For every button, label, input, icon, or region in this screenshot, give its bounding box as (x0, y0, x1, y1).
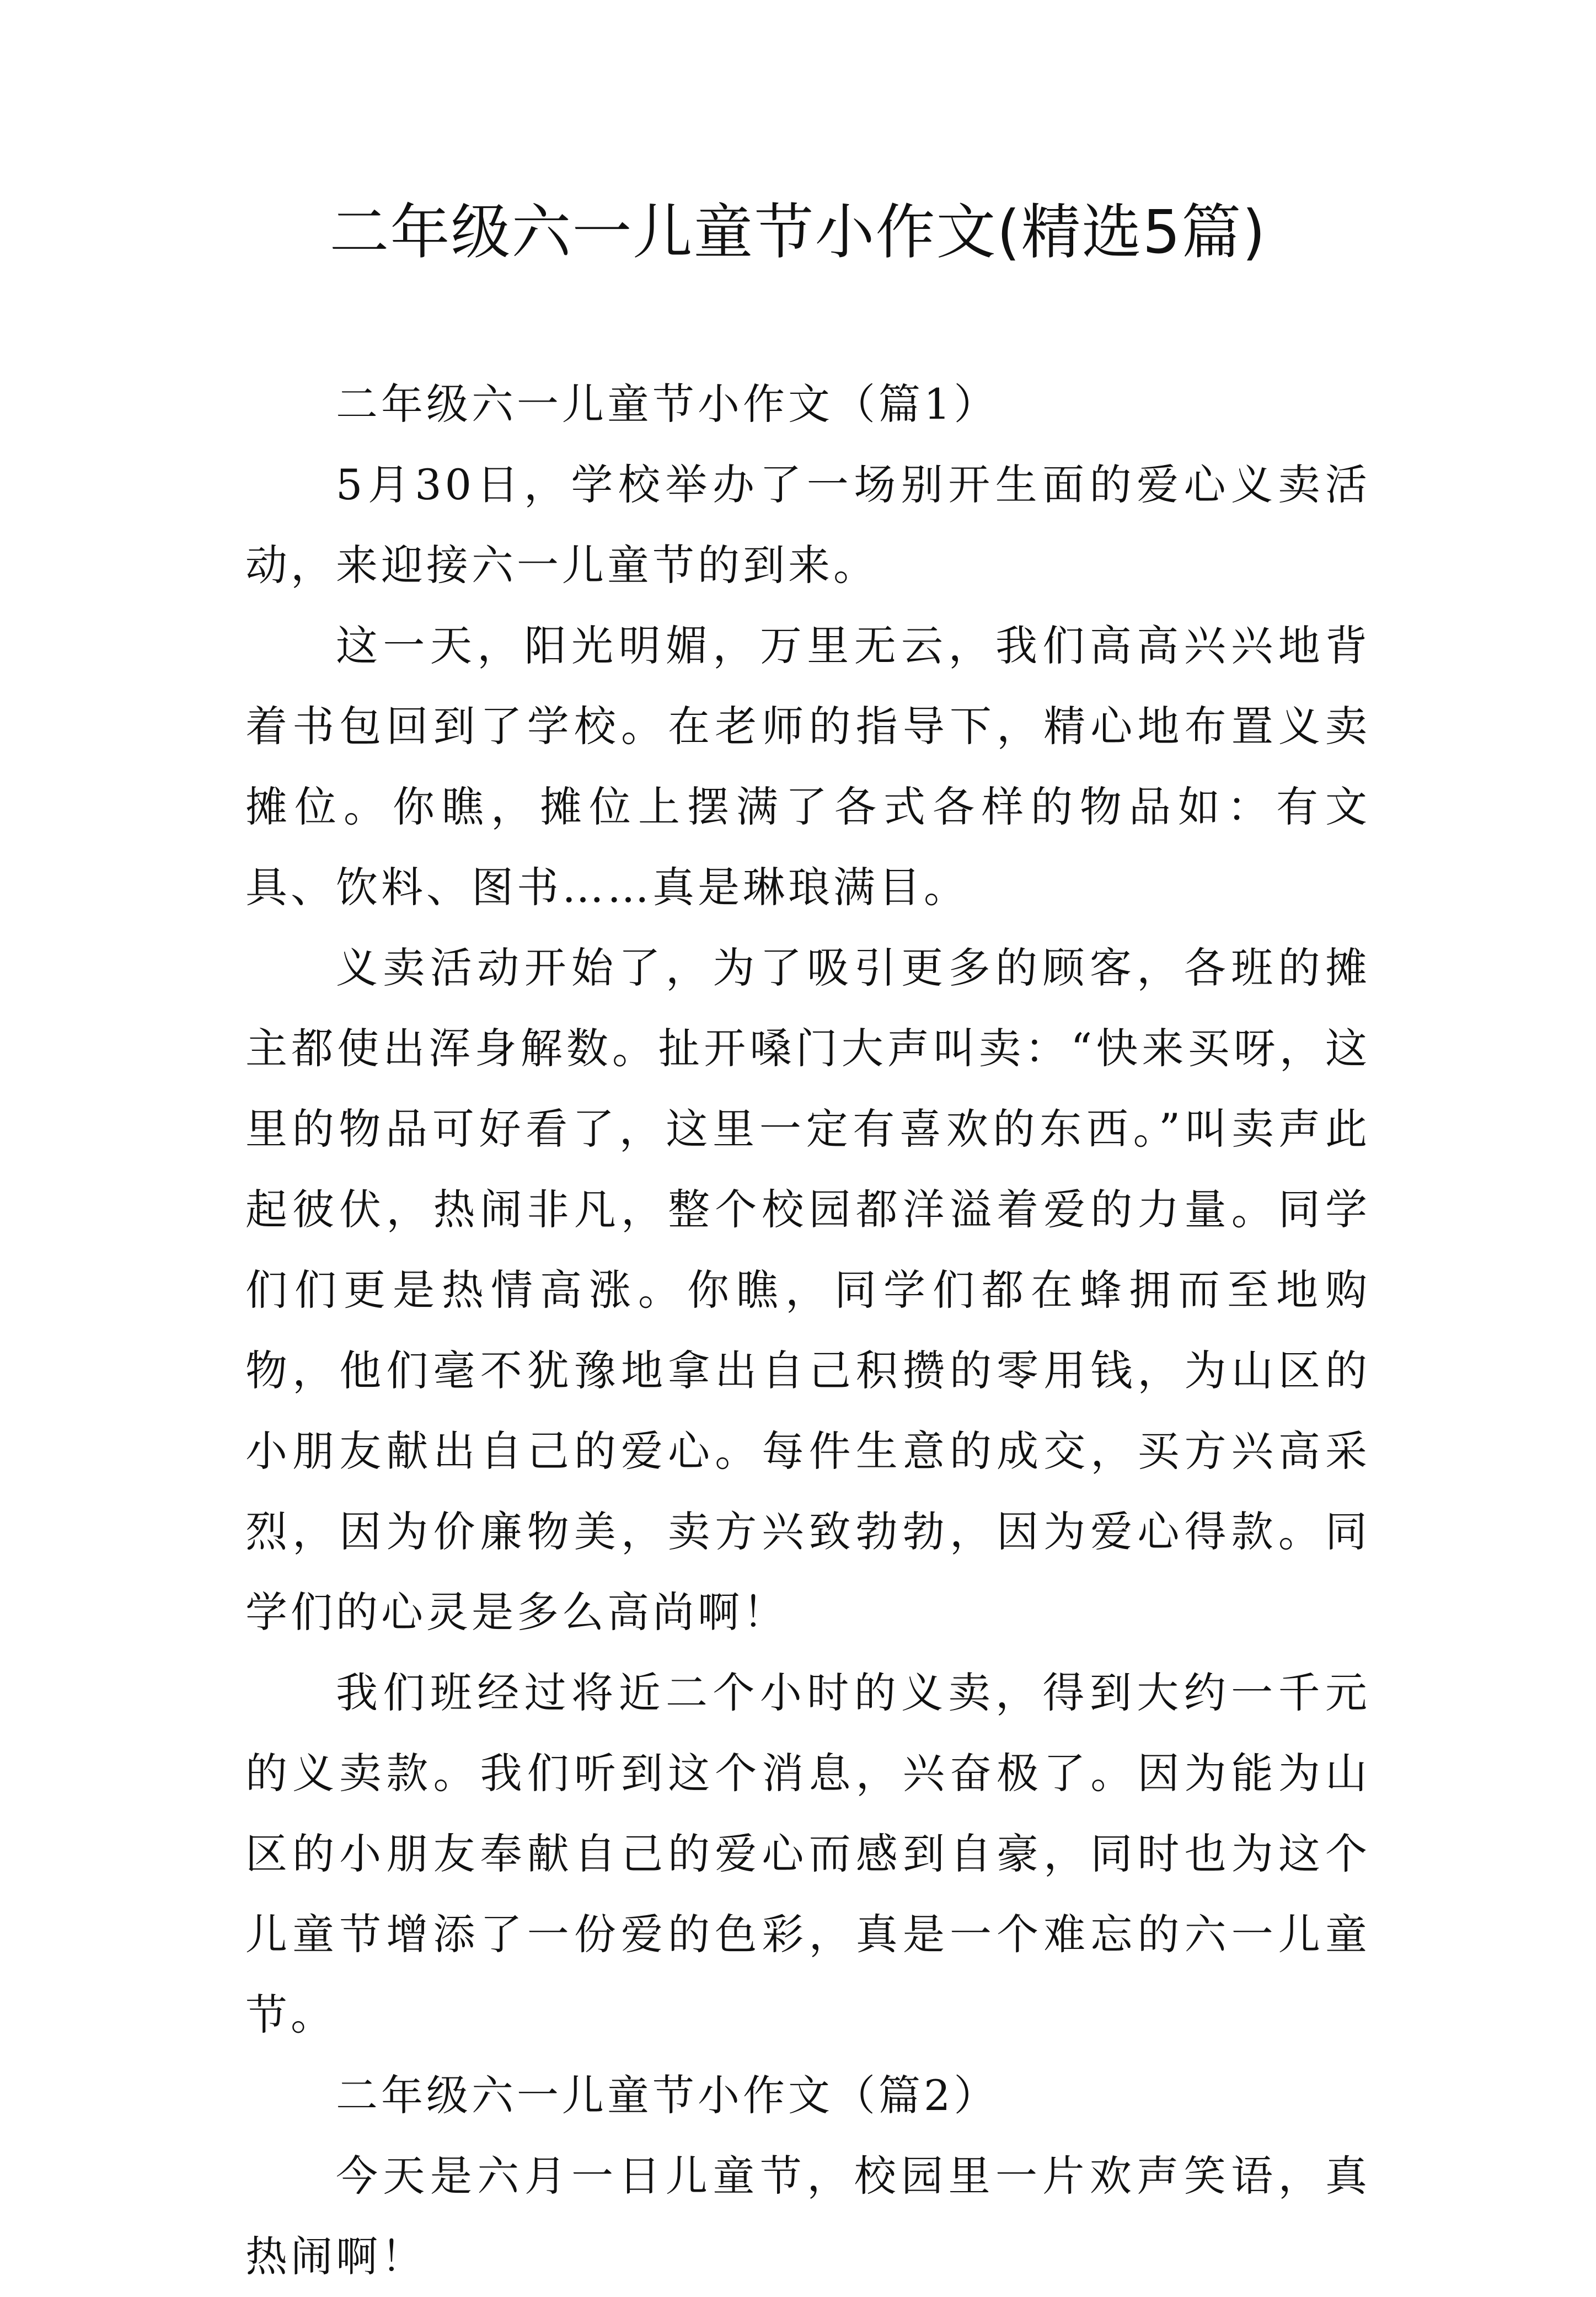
section-heading-2: 二年级六一儿童节小作文（篇2） (336, 2071, 999, 2120)
document-body (245, 364, 1370, 2297)
paragraph-1: 5月30日，学校举办了一场别开生面的爱心义卖活动，来迎接六一儿童节的到来。 (245, 460, 1370, 590)
paragraph-5: 今天是六月一日儿童节，校园里一片欢声笑语，真热闹啊！ (245, 2151, 1370, 2281)
paragraph-4: 我们班经过将近二个小时的义卖，得到大约一千元的义卖款。我们听到这个消息，兴奋极了。因为能为山区的小朋友奉献自己的爱心而感到自豪，同时也为这个儿童节增添了一份爱的色彩，真是一个难忘的六一儿童节。 (245, 1668, 1370, 2039)
document-title: 二年级六一儿童节小作文(精选5篇) (329, 198, 1267, 267)
section-heading-1: 二年级六一儿童节小作文（篇1） (336, 380, 999, 429)
paragraph-2: 这一天，阳光明媚，万里无云，我们高高兴兴地背着书包回到了学校。在老师的指导下，精心地布置义卖摊位。你瞧，摊位上摆满了各式各样的物品如：有文具、饮料、图书……真是琳琅满目。 (245, 621, 1370, 912)
paragraph-3: 义卖活动开始了，为了吸引更多的顾客，各班的摊主都使出浑身解数。扯开嗓门大声叫卖：“快来买呀，这里的物品可好看了，这里一定有喜欢的东西。”叫卖声此起彼伏，热闹非凡，整个校园都洋溢着爱的力量。同学们们更是热情高涨。你瞧，同学们都在蜂拥而至地购物，他们毫不犹豫地拿出自己积攒的零用钱，为山区的小朋友献出自己的爱心。每件生意的成交，买方兴高采烈，因为价廉物美，卖方兴致勃勃，因为爱心得款。同学们的心灵是多么高尚啊！ (245, 943, 1370, 1637)
